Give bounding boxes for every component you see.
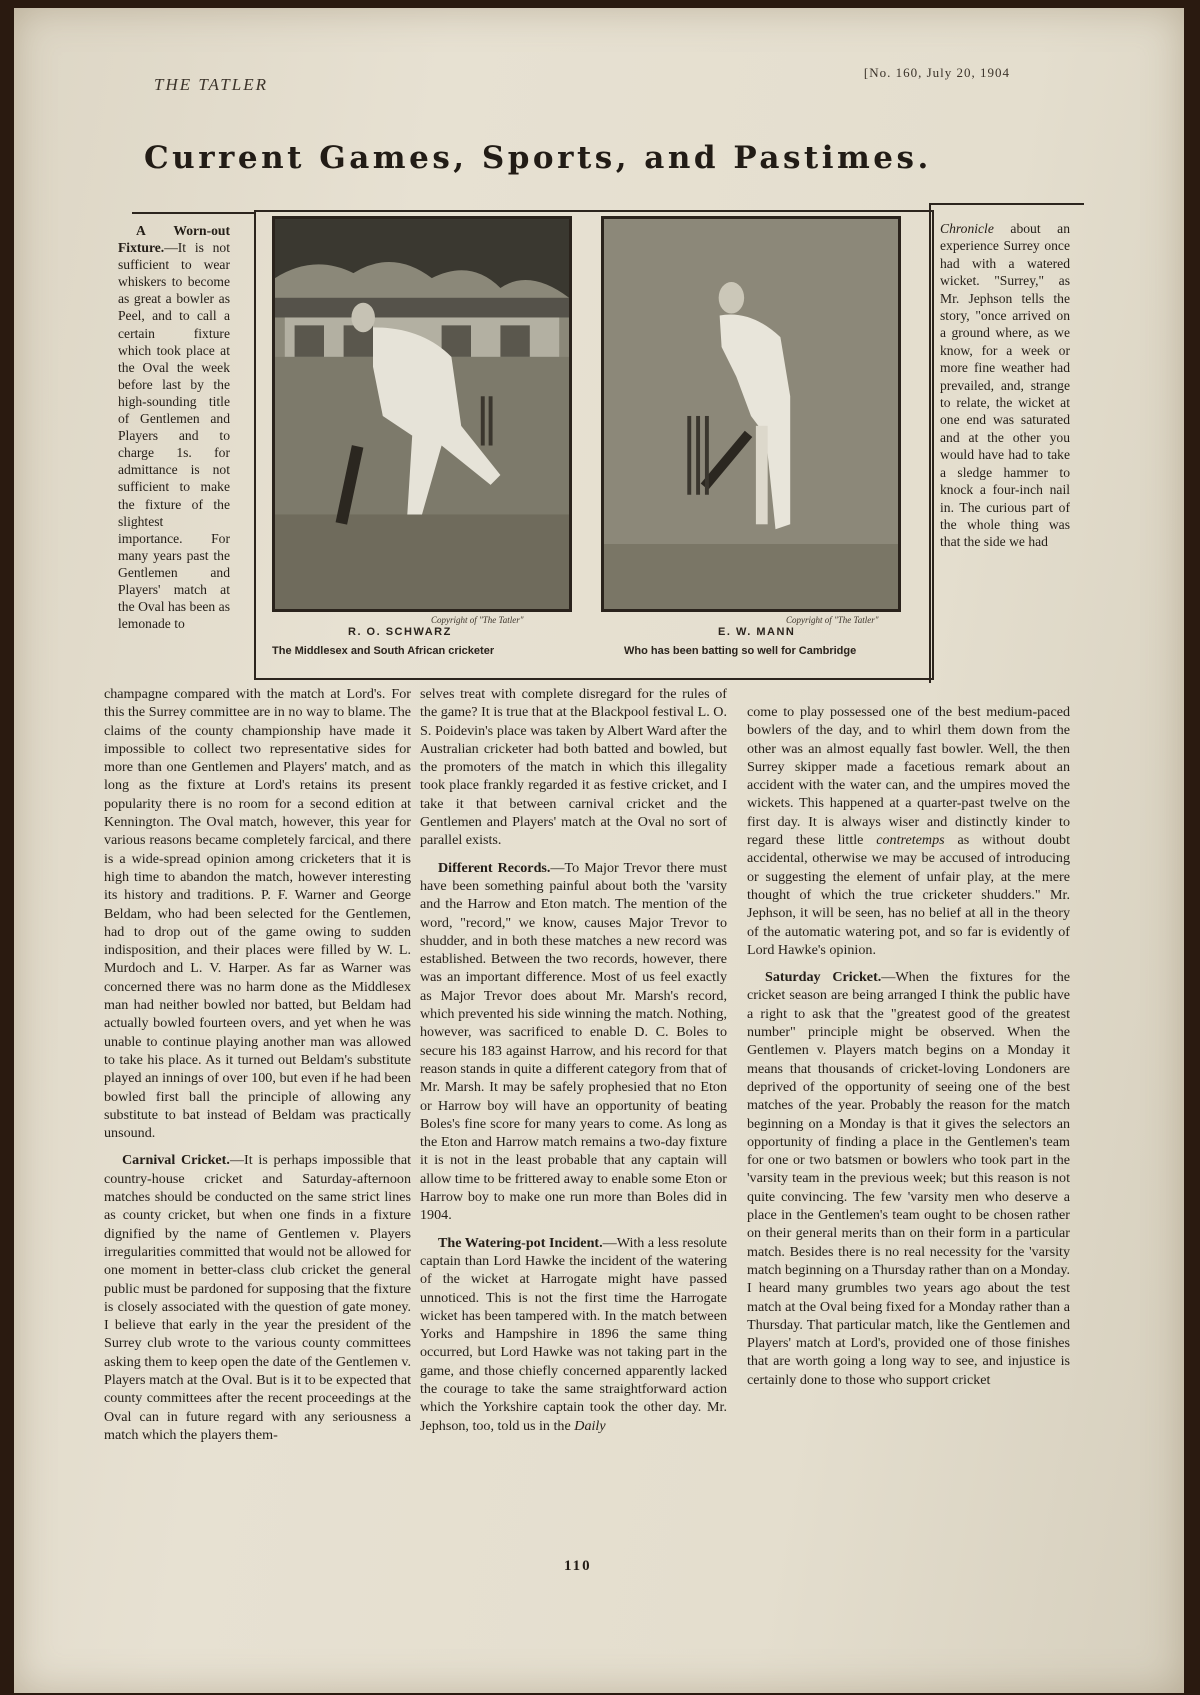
section-heading: A Worn-out Fixture. bbox=[118, 223, 230, 256]
paragraph-text: —To Major Trevor there must have been something painful about both the 'varsity and the Harrow and Eton match. The mention of the word, "record," we know, causes Major Trevor to shudder, and in both these matches a new record was established. Between the two records, however, there was an important difference. Most of us feel exactly as Major Trevor does about Mr. Marsh's record, which prevented his side winning the match. Nothing, however, was sacrificed to enable D. C. Boles to secure his 183 against Harrow, and his record for that reason stands in quite a different category from that of Mr. Marsh. It may be safely prophesied that no Eton or Harrow boy will have an opportunity of beating Boles's fine score for many years to come. As long as the Eton and Harrow match remains a two-day fixture it is not in the least probable that any captain will allow time to be frittered away to enable some Eton or Harrow boy to make one run more than Boles did in 1904. bbox=[420, 859, 727, 1224]
paragraph-text: as without doubt accidental, otherwise we may be accused of introducing or suggesting the element of unfair play, at the mere thought of which the true cricketer shudders." Mr. Jephson, it will be seen, has no belief at all in the theory of the automatic watering pot, and so far is evidently of Lord Hawke's opinion. bbox=[747, 832, 1070, 958]
column-1-text bbox=[104, 685, 411, 1545]
issue-info: [No. 160, July 20, 1904 bbox=[863, 65, 1010, 80]
newspaper-name: Chronicle bbox=[940, 221, 994, 236]
paragraph-text: —With a less resolute captain than Lord Hawke the incident of the watering of the wicket at Harrogate might have passed unnoticed. This is not the first time the Harrogate wicket has been tampered with. In the match between Yorks and Hampshire in 1896 the same thing occurred, but Lord Hawke was not taking part in the game, and those chiefly concerned apparently lacked the courage to take the same straightforward action which the Yorkshire captain took the other day. Mr. Jephson, too, told us in the bbox=[420, 1234, 727, 1434]
section-heading: Saturday Cricket. bbox=[765, 969, 882, 986]
section-heading: Different Records. bbox=[438, 859, 551, 876]
paragraph-text: —It is perhaps impossible that country-house cricket and Saturday-afternoon matches should be conducted on the same strict lines as county cricket, but when one finds in a fixture dignified by the name of Gentlemen v. Players irregularities committed that would not be allowed for one moment in better-class club cricket the general public must be pardoned for supposing that the fixture is closely associated with the question of gate money. I believe that early in the year the president of the Surrey club wrote to the various county committees asking them to keep open the date of the Gentlemen v. Players match at the Oval. But is it to be expected that county committees after the recent proceedings at the Oval can in future regard with any seriousness a match which the players them- bbox=[104, 1152, 411, 1443]
paragraph-text: come to play possessed one of the best medium-paced bowlers of the day, and to whirl them down from the other was an almost equally fast bowler. Well, the then Surrey skipper made a facetious remark about an accident with the water can, and the umpires moved the wickets. This happened at a quarter-past twelve on the first day. It is always wiser and distinctly kinder to regard these little bbox=[747, 704, 1070, 849]
batsman-photo-image bbox=[604, 219, 898, 609]
page-title: Current Games, Sports, and Pastimes. bbox=[144, 140, 932, 176]
photo-caption-name-2: E. W. MANN bbox=[718, 626, 796, 638]
photo-caption-description-2: Who has been batting so well for Cambridge bbox=[624, 645, 857, 657]
photo-caption-description-1: The Middlesex and South African cricketer bbox=[272, 645, 495, 657]
section-heading: Carnival Cricket. bbox=[122, 1152, 230, 1169]
photo-schwarz bbox=[272, 216, 572, 612]
batsman-photo-image bbox=[275, 219, 569, 609]
paragraph-text: selves treat with complete disregard for the rules of the game? It is true that at the Blackpool festival L. O. S. Poidevin's place was taken by Albert Ward after the Australian cricketer had both batted and bowled, but the promoters of the match in which this illegality took place frankly regarded it as festive cricket, and I take it that between carnival cricket and the Gentlemen and Players' match at the Oval no sort of parallel exists. bbox=[420, 686, 727, 849]
column-rule-left bbox=[132, 212, 254, 214]
publication-name: THE TATLER bbox=[154, 75, 268, 94]
section-heading: The Watering-pot Incident. bbox=[438, 1234, 603, 1251]
photo-caption-name-1: R. O. SCHWARZ bbox=[348, 626, 452, 638]
page-number: 110 bbox=[564, 1558, 592, 1574]
column-1-top-text bbox=[118, 222, 230, 708]
column-2-text bbox=[420, 685, 727, 1545]
column-3-text bbox=[747, 703, 1070, 1548]
photo-panel bbox=[254, 210, 934, 680]
paragraph-text: about an experience Surrey once had with a watered wicket. "Surrey," as Mr. Jephson tells the story, "once arrived on a ground where, as we know, for a week or more fine weather had prevailed, and, strange to relate, the wicket at one end was saturated and at the other you would have had to take a sledge hammer to knock a four-inch nail in. The curious part of the whole thing was that the side we had bbox=[940, 221, 1070, 550]
emphasis-text: contretemps bbox=[876, 832, 945, 849]
paragraph-text: champagne compared with the match at Lord's. For this the Surrey committee are in no way to blame. The claims of the county championship have made it impossible to collect two representative sides for more than one Gentlemen and Players' match, and as long as the fixture at Lord's retains its present popularity there is no room for a second edition at Kennington. The Oval match, however, this year for various reasons became completely farcical, and there is a wide-spread opinion among cricketers that it is high time to abandon the match, however interesting its history and traditions. P. F. Warner and George Beldam, who had been selected for the Gentlemen, had to drop out of the game owing to sudden indisposition, and their places were filled by W. L. Murdoch and L. V. Harper. As far as Warner was concerned there was no harm done as the Middlesex man had neither bowled nor batted, but Beldam had actually bowled fourteen overs, and yet when he was unable to continue playing another man was allowed to take his place. As it turned out Beldam's substitute played an innings of over 100, but even if he had been bowled first ball the principle of allowing any substitute to bat instead of Beldam was practically unsound. bbox=[104, 686, 411, 1142]
column-3-top-text bbox=[940, 220, 1070, 705]
photo-copyright-2: Copyright of "The Tatler" bbox=[786, 615, 879, 625]
newspaper-name: Daily bbox=[574, 1417, 606, 1434]
paragraph-text: —It is not sufficient to wear whiskers to become as great a bowler as Peel, and to call a certain fixture which took place at the Oval the week before last by the high-sounding title of Gentlemen and Players and to charge 1s. for admittance is not sufficient to make the fixture of the slightest importance. For many years past the Gentlemen and Players' match at the Oval has been as lemonade to bbox=[118, 240, 230, 632]
column-rule-right bbox=[929, 203, 1084, 205]
paragraph-text: —When the fixtures for the cricket season are being arranged I think the public have a right to ask that the "greatest good of the greatest number" principle might be observed. When the Gentlemen v. Players match begins on a Monday it means that thousands of cricket-loving Londoners are deprived of the opportunity of seeing one of the best matches of the year. Probably the reason for the match beginning on a Monday is that it gives the selectors an opportunity of finding a place in the Gentlemen's team for one or two batsmen or bowlers who took part in the 'varsity team in the previous week; but this reason is not quite convincing. The few 'varsity men who deserve a place in the Gentlemen's team ought to be chosen rather on their general merits than on their form in a particular match. Besides there is no real necessity for the 'varsity match beginning on a Thursday rather than on a Monday. I heard many grumbles two years ago about the test match at the Oval being fixed for a Monday rather than a Thursday. That particular match, like the Gentlemen and Players' match at Lord's, provided one of those finishes that are worth going a long way to see, and injustice is certainly done to those who support cricket bbox=[747, 969, 1070, 1388]
photo-copyright-1: Copyright of "The Tatler" bbox=[431, 615, 524, 625]
magazine-page bbox=[14, 8, 1184, 1693]
photo-mann bbox=[601, 216, 901, 612]
